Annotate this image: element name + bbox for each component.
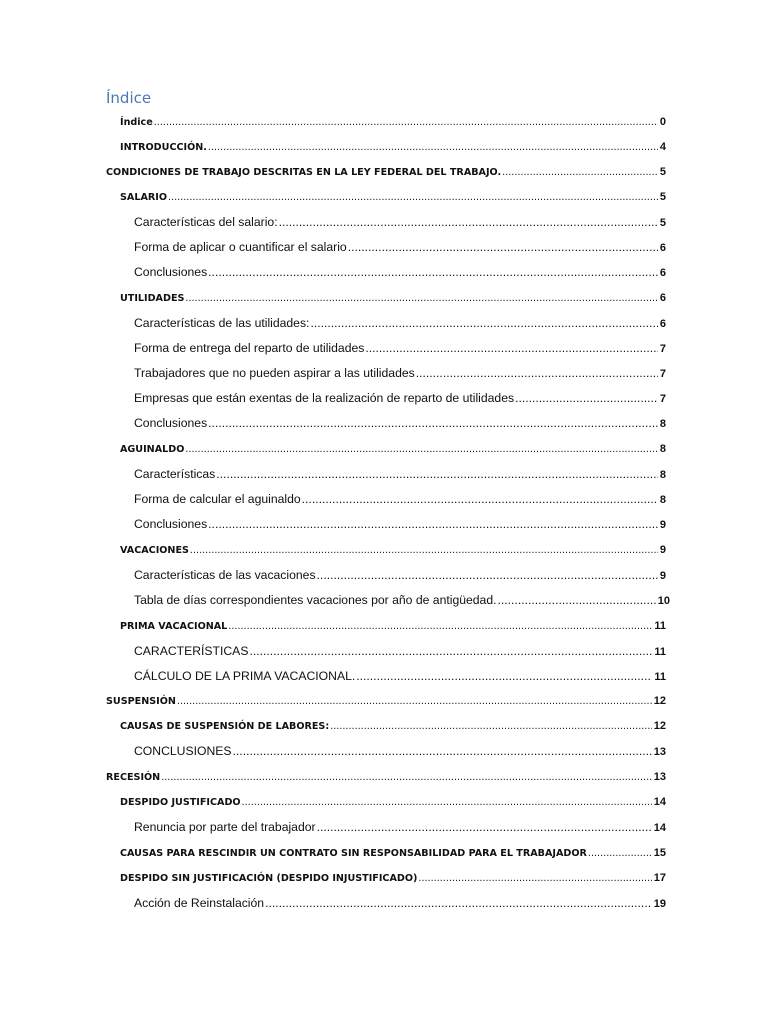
toc-entry-text: CONCLUSIONES	[134, 744, 232, 758]
toc-entry-text: Tabla de días correspondientes vacaciones por año de antigüedad.	[134, 593, 497, 607]
toc-entry-page: 9	[659, 570, 666, 582]
toc-entry-text: PRIMA VACACIONAL	[120, 621, 228, 632]
toc-entry[interactable]	[134, 642, 666, 660]
toc-entry-page: 15	[653, 847, 666, 859]
toc-entry-text: Características del salario:	[134, 215, 278, 229]
toc-entry-page: 9	[659, 519, 666, 531]
toc-entry-text: Conclusiones	[134, 416, 208, 430]
toc-entry-page: 11	[654, 671, 666, 683]
toc-entry-text: UTILIDADES	[120, 293, 185, 304]
toc-entry[interactable]	[120, 717, 666, 735]
toc-entry-text: Forma de calcular el aguinaldo	[134, 492, 301, 506]
dot-leader	[418, 870, 651, 888]
dot-leader	[208, 139, 658, 157]
toc-entry[interactable]	[120, 289, 666, 307]
toc-entry-text: CONDICIONES DE TRABAJO DESCRITAS EN LA LEY FEDERAL DEL TRABAJO.	[106, 167, 502, 178]
toc-entry[interactable]	[106, 768, 666, 786]
toc-entry-text: CAUSAS PARA RESCINDIR UN CONTRATO SIN RESPONSABILIDAD PARA EL TRABAJADOR	[120, 848, 587, 859]
dot-leader	[228, 618, 652, 636]
toc-entry[interactable]	[134, 364, 666, 382]
toc-entry[interactable]	[134, 818, 666, 836]
toc-entry-text: Renuncia por parte del trabajador	[134, 820, 316, 834]
toc-entry-page: 5	[659, 166, 666, 178]
toc-entry-text: Acción de Reinstalación	[134, 896, 265, 910]
toc-entry[interactable]	[120, 617, 666, 635]
toc-entry[interactable]	[120, 869, 666, 887]
toc-entry-page: 8	[659, 443, 666, 455]
toc-entry-text: Forma de entrega del reparto de utilidades	[134, 341, 365, 355]
dot-leader	[502, 164, 658, 182]
toc-entry-text: DESPIDO SIN JUSTIFICACIÓN (DESPIDO INJUSTIFICADO)	[120, 873, 418, 884]
toc-entry-text: VACACIONES	[120, 545, 189, 556]
toc-entry-text: Forma de aplicar o cuantificar el salario	[134, 240, 347, 254]
dot-leader	[310, 314, 657, 332]
toc-entry[interactable]	[120, 844, 666, 862]
dot-leader	[498, 591, 656, 609]
toc-entry[interactable]	[134, 414, 666, 432]
toc-entry[interactable]	[134, 263, 666, 281]
toc-entry-text: CARACTERÍSTICAS	[134, 644, 249, 658]
toc-entry-page: 12	[653, 695, 666, 707]
dot-leader	[185, 441, 658, 459]
dot-leader	[279, 213, 658, 231]
toc-entry[interactable]	[120, 138, 666, 156]
dot-leader	[302, 490, 658, 508]
dot-leader	[365, 339, 658, 357]
toc-entry[interactable]	[134, 389, 666, 407]
toc-entry-text: SUSPENSIÓN	[106, 696, 176, 707]
toc-entry[interactable]	[120, 793, 666, 811]
toc-entry[interactable]	[134, 238, 666, 256]
dot-leader	[216, 465, 658, 483]
dot-leader	[177, 693, 652, 711]
toc-entry[interactable]	[120, 113, 666, 131]
toc-entry-text: RECESIÓN	[106, 772, 161, 783]
dot-leader	[249, 642, 652, 660]
toc-entry-text: Características	[134, 467, 216, 481]
toc-entry-text: CÁLCULO DE LA PRIMA VACACIONAL.	[134, 669, 356, 683]
toc-entry-text: CAUSAS DE SUSPENSIÓN DE LABORES:	[120, 721, 330, 732]
toc-entry-text: Características de las vacaciones	[134, 568, 316, 582]
dot-leader	[233, 742, 652, 760]
toc-entry[interactable]	[106, 163, 666, 181]
dot-leader	[154, 114, 658, 132]
toc-entry-text: SALARIO	[120, 192, 167, 203]
dot-leader	[208, 515, 658, 533]
toc-entry-text: Índice	[120, 117, 153, 128]
toc-entry-page: 17	[653, 872, 666, 884]
toc-entry-page: 7	[659, 343, 666, 355]
dot-leader	[588, 845, 652, 863]
toc-entry-text: INTRODUCCIÓN.	[120, 142, 207, 153]
dot-leader	[161, 769, 652, 787]
toc-entry-page: 6	[659, 292, 666, 304]
dot-leader	[416, 364, 658, 382]
toc-entry-page: 5	[659, 217, 666, 229]
toc-entry-text: Conclusiones	[134, 265, 208, 279]
toc-entry-page: 7	[659, 393, 666, 405]
toc-entry-page: 13	[653, 746, 666, 758]
toc-entry[interactable]	[120, 440, 666, 458]
toc-entry[interactable]	[134, 465, 666, 483]
toc-entry-page: 19	[653, 898, 666, 910]
toc-entry[interactable]	[134, 894, 666, 912]
toc-entry-page: 7	[659, 368, 666, 380]
toc-entry[interactable]	[134, 515, 666, 533]
dot-leader	[185, 290, 657, 308]
toc-entry[interactable]	[134, 566, 666, 584]
toc-entry-text: Conclusiones	[134, 517, 208, 531]
toc-entry-page: 11	[654, 620, 666, 632]
dot-leader	[168, 189, 658, 207]
toc-entry-page: 9	[659, 544, 666, 556]
toc-entry-page: 8	[659, 494, 666, 506]
toc-entry[interactable]	[134, 591, 670, 609]
toc-entry[interactable]	[134, 490, 666, 508]
dot-leader	[317, 818, 652, 836]
dot-leader	[242, 794, 652, 812]
dot-leader	[330, 718, 652, 736]
toc-entry[interactable]	[134, 213, 666, 231]
toc-entry[interactable]	[134, 742, 666, 760]
toc-entry[interactable]	[134, 667, 666, 685]
toc-entry-page: 6	[659, 318, 666, 330]
toc-entry-page: 0	[659, 116, 666, 128]
toc-entry-page: 14	[653, 822, 666, 834]
toc-entry-text: Empresas que están exentas de la realización de reparto de utilidades	[134, 391, 515, 405]
toc-entry[interactable]	[106, 692, 666, 710]
toc-entry-page: 14	[653, 796, 666, 808]
toc-entry-page: 4	[659, 141, 666, 153]
dot-leader	[515, 389, 658, 407]
toc-entry[interactable]	[134, 339, 666, 357]
dot-leader	[348, 238, 658, 256]
toc-entry-page: 5	[659, 191, 666, 203]
toc-entry-page: 10	[657, 595, 670, 607]
toc-entry[interactable]	[134, 314, 666, 332]
toc-entry-page: 12	[653, 720, 666, 732]
toc-entry-text: Características de las utilidades:	[134, 316, 310, 330]
dot-leader	[208, 263, 658, 281]
toc-entry-page: 11	[654, 646, 666, 658]
toc-entry-text: Trabajadores que no pueden aspirar a las utilidades	[134, 366, 415, 380]
toc-title: Índice	[106, 89, 152, 107]
dot-leader	[190, 542, 658, 560]
toc-entry[interactable]	[120, 188, 666, 206]
toc-entry-text: AGUINALDO	[120, 444, 185, 455]
toc-entry-text: DESPIDO JUSTIFICADO	[120, 797, 241, 808]
toc-entry-page: 6	[659, 242, 666, 254]
dot-leader	[317, 566, 658, 584]
toc-entry-page: 13	[653, 771, 666, 783]
toc-entry-page: 6	[659, 267, 666, 279]
dot-leader	[208, 414, 658, 432]
dot-leader	[356, 667, 652, 685]
toc-entry-page: 8	[659, 418, 666, 430]
toc-entry[interactable]	[120, 541, 666, 559]
dot-leader	[265, 894, 652, 912]
toc-entry-page: 8	[659, 469, 666, 481]
